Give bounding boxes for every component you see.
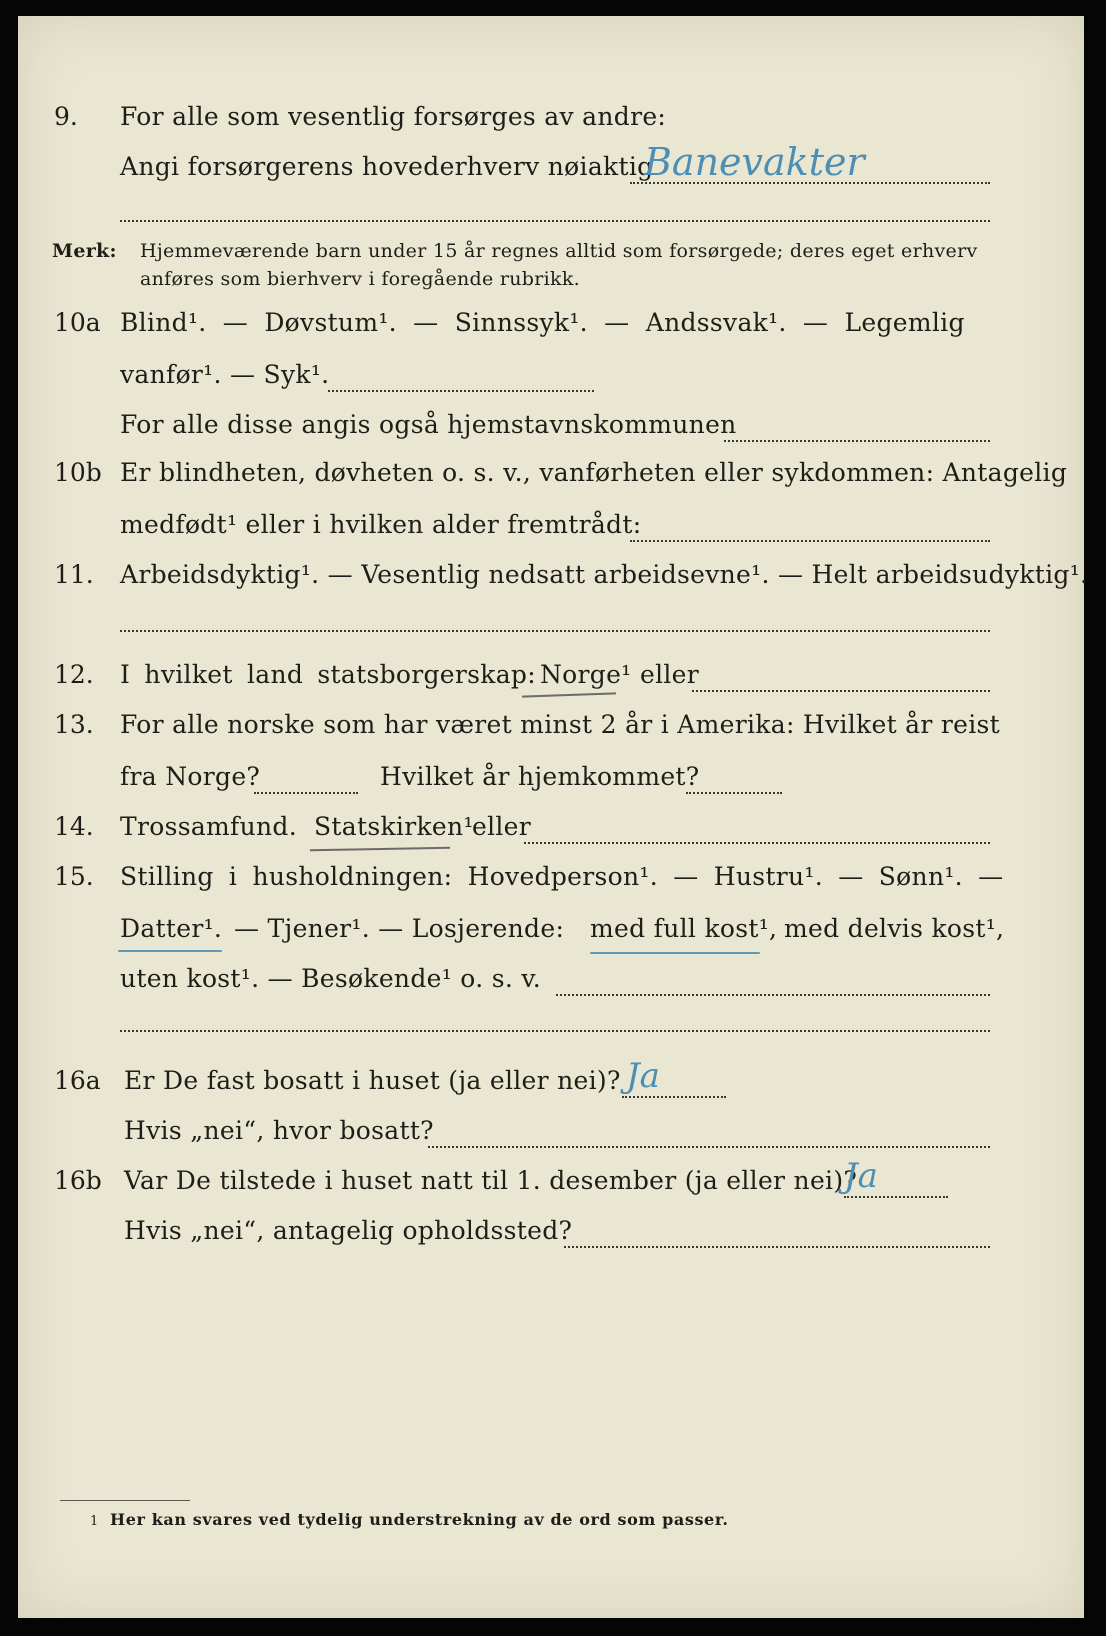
question-16b-line-2 (18, 1216, 1084, 1256)
question-text: Hvis „nei“, antagelig opholdssted? (124, 1216, 573, 1245)
underline-mark (590, 952, 760, 954)
question-number: 16a (54, 1066, 101, 1095)
question-10b-line-2 (18, 510, 1084, 550)
answer-line (120, 630, 990, 632)
question-15-line-2 (18, 914, 1084, 954)
question-text: Stilling i husholdningen: Hovedperson¹. — Hustru¹. — Sønn¹. — (120, 862, 1004, 891)
footnote-rule (60, 1500, 190, 1501)
question-10a (18, 308, 1084, 348)
question-text: Hvilket år hjemkommet? (380, 762, 700, 791)
question-number: 11. (54, 560, 94, 589)
question-9-line-2 (18, 140, 1084, 192)
question-text: eller (472, 812, 532, 841)
question-text: vanfør¹. — Syk¹. (120, 360, 330, 389)
answer-line (692, 690, 990, 692)
underline-mark (118, 950, 222, 952)
answer-line (254, 792, 358, 794)
question-number: 16b (54, 1166, 102, 1195)
question-12 (18, 660, 1084, 700)
note-text: anføres som bierhverv i foregående rubrikk. (140, 268, 580, 290)
answer-line (120, 220, 990, 222)
question-number: 12. (54, 660, 94, 689)
question-9 (18, 102, 1084, 142)
option-norge: Norge¹ (540, 660, 632, 689)
question-number: 13. (54, 710, 94, 739)
footnote (18, 1510, 1084, 1550)
note-text: Hjemmeværende barn under 15 år regnes alltid som forsørgede; deres eget erhverv (140, 240, 978, 262)
question-16b (18, 1156, 1084, 1206)
answer-line (556, 994, 990, 996)
question-text: — Tjener¹. — Losjerende: (234, 914, 565, 943)
question-16a-line-2 (18, 1116, 1084, 1156)
answer-line (844, 1196, 948, 1198)
question-text: I hvilket land statsborgerskap: (120, 660, 536, 689)
question-16a (18, 1056, 1084, 1106)
question-text: Er blindheten, døvheten o. s. v., vanførheten eller sykdommen: Antagelig (120, 458, 1068, 487)
question-text: Hvis „nei“, hvor bosatt? (124, 1116, 434, 1145)
question-15-line-3 (18, 964, 1084, 1004)
option-statskirken: Statskirken¹ (314, 812, 474, 841)
underline-mark (522, 692, 616, 697)
question-number: 10b (54, 458, 102, 487)
question-text: For alle norske som har været minst 2 år i Amerika: Hvilket år reist (120, 710, 1001, 739)
question-text: medfødt¹ eller i hvilken alder fremtrådt: (120, 510, 642, 539)
underline-mark (310, 847, 450, 851)
answer-line (630, 182, 990, 184)
question-13-line-2 (18, 762, 1084, 802)
footnote-text: Her kan svares ved tydelig understrekning av de ord som passer. (110, 1510, 729, 1529)
answer-line (120, 1030, 990, 1032)
note-line-2 (18, 268, 1084, 308)
question-15 (18, 862, 1084, 902)
footnote-mark: 1 (90, 1514, 99, 1529)
handwritten-answer: Ja (626, 1056, 660, 1096)
census-form-page (18, 16, 1089, 1618)
question-number: 9. (54, 102, 78, 131)
option-datter: Datter¹. (120, 914, 223, 943)
question-number: 14. (54, 812, 94, 841)
option-med-full-kost: med full kost¹, (590, 914, 778, 943)
question-10b (18, 458, 1084, 498)
answer-line (524, 842, 990, 844)
answer-line (630, 540, 990, 542)
question-text: Blind¹. — Døvstum¹. — Sinnssyk¹. — Andssvak¹. — Legemlig (120, 308, 965, 337)
question-text: eller (640, 660, 700, 689)
answer-line (564, 1246, 990, 1248)
question-13 (18, 710, 1084, 750)
question-text: Arbeidsdyktig¹. — Vesentlig nedsatt arbeidsevne¹. — Helt arbeidsudyktig¹. (120, 560, 1089, 589)
answer-line (622, 1096, 726, 1098)
answer-line (428, 1146, 990, 1148)
question-number: 10a (54, 308, 101, 337)
note-label: Merk: (52, 240, 117, 262)
question-text: Var De tilstede i huset natt til 1. desember (ja eller nei)? (124, 1166, 858, 1195)
question-text: Er De fast bosatt i huset (ja eller nei)? (124, 1066, 621, 1095)
question-number: 15. (54, 862, 94, 891)
answer-line (328, 390, 594, 392)
question-10a-line-3 (18, 410, 1084, 450)
handwritten-answer: Ja (844, 1156, 878, 1196)
question-text: fra Norge? (120, 762, 261, 791)
question-text: med delvis kost¹, (784, 914, 1005, 943)
question-text: Trossamfund. (120, 812, 297, 841)
handwritten-answer: Banevakter (644, 140, 865, 184)
question-text: For alle disse angis også hjemstavnskommunen (120, 410, 737, 439)
question-text: Angi forsørgerens hovederhverv nøiaktig (120, 152, 654, 181)
answer-line (686, 792, 782, 794)
question-10a-line-2 (18, 360, 1084, 400)
answer-line (724, 440, 990, 442)
question-11 (18, 560, 1089, 600)
question-14 (18, 812, 1084, 852)
question-text: uten kost¹. — Besøkende¹ o. s. v. (120, 964, 542, 993)
question-text: For alle som vesentlig forsørges av andre: (120, 102, 667, 131)
